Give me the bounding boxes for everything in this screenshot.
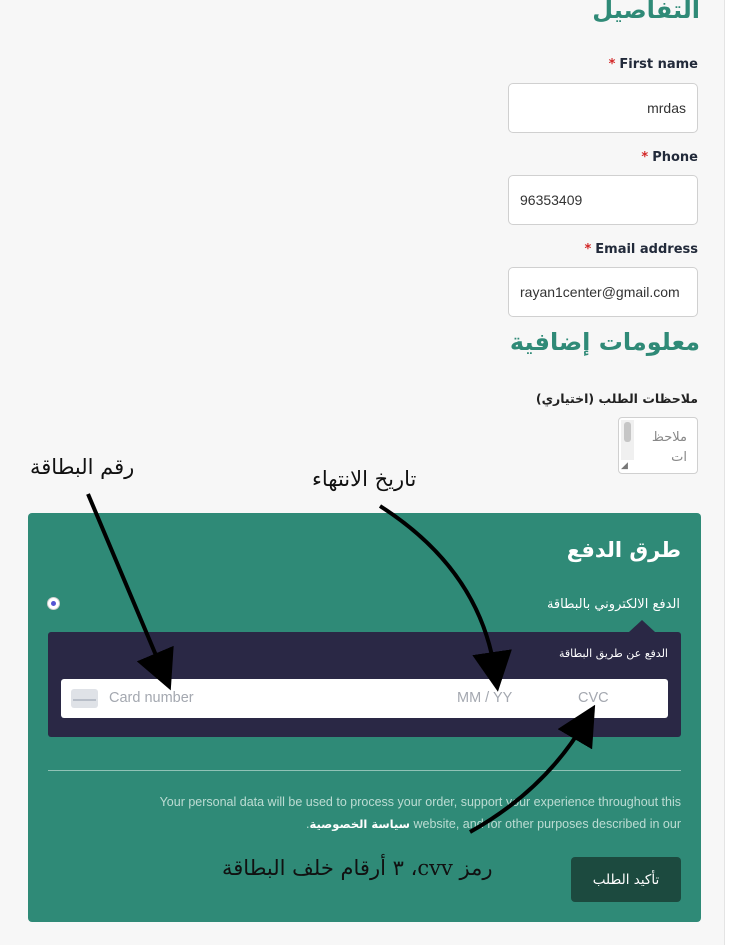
expiry-field[interactable]: MM / YY	[457, 690, 513, 706]
first-name-label: * First name	[608, 57, 698, 72]
payment-method-label[interactable]: الدفع الالكتروني بالبطاقة	[546, 597, 680, 612]
privacy-end: .	[306, 817, 310, 831]
required-mark: *	[641, 150, 649, 165]
first-name-input[interactable]: mrdas	[508, 83, 698, 133]
arrow-to-card-number	[88, 494, 163, 672]
order-notes-placeholder: ملاحظ ات	[651, 430, 687, 465]
payment-heading: طرق الدفع	[566, 538, 681, 562]
card-panel-label: الدفع عن طريق البطاقة	[558, 647, 668, 660]
phone-label: * Phone	[641, 150, 698, 165]
resize-grip-icon[interactable]: ◢	[621, 461, 628, 471]
order-notes-label: ملاحظات الطلب (اختياري)	[535, 391, 698, 406]
additional-info-heading: معلومات إضافية	[509, 328, 700, 356]
email-input[interactable]: rayan1center@gmail.com	[508, 267, 698, 317]
privacy-policy-link[interactable]: سياسة الخصوصية	[309, 817, 410, 831]
required-mark: *	[608, 57, 616, 72]
required-mark: *	[584, 242, 592, 257]
annotation-expiry: تاريخ الانتهاء	[312, 467, 417, 491]
cvc-field[interactable]: CVC	[578, 690, 609, 706]
annotation-cvv: رمز cvv، ٣ أرقام خلف البطاقة	[222, 856, 493, 880]
phone-input[interactable]: 96353409	[508, 175, 698, 225]
details-heading: التفاصيل	[592, 0, 700, 24]
privacy-notice: Your personal data will be used to process your order, support your experience throughout this .سياسة الخصوصية website, and for other purposes described in our	[159, 795, 681, 831]
email-label: * Email address	[584, 242, 698, 257]
arrow-to-expiry	[380, 506, 495, 672]
annotation-card-number: رقم البطاقة	[30, 455, 135, 479]
place-order-button[interactable]: تأكيد الطلب	[571, 857, 681, 902]
card-number-field[interactable]: Card number	[109, 690, 194, 706]
arrow-to-cvc	[470, 722, 585, 832]
